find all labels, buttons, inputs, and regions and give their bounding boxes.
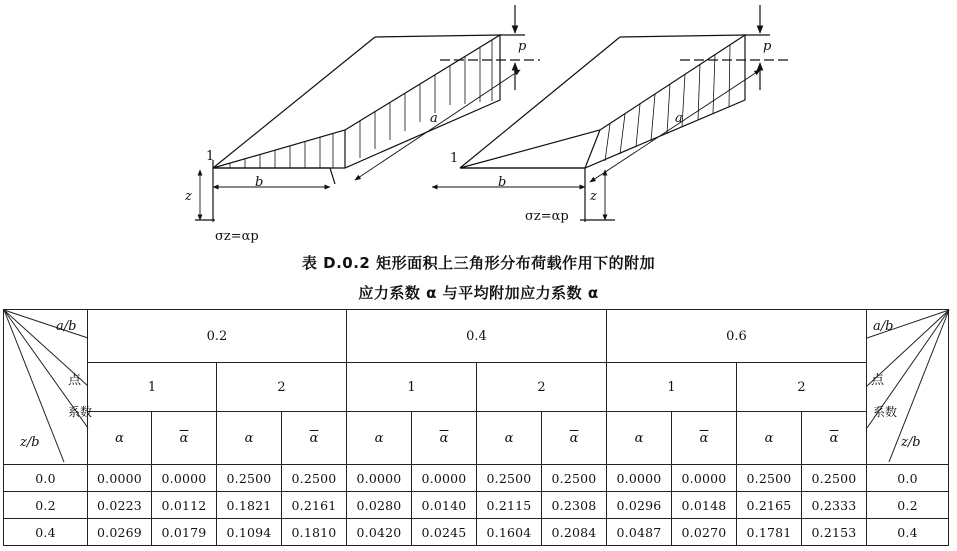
- coef-alpha-bar-header: $\overline{\alpha}$: [282, 412, 347, 465]
- left-p-label: p: [518, 39, 527, 54]
- left-z-label: z: [185, 189, 192, 204]
- point-header-0: 1: [88, 363, 217, 412]
- left-corner-header: [4, 310, 93, 465]
- point-header-5: 2: [737, 363, 867, 412]
- table-body: [4, 465, 949, 546]
- right-p-label: p: [763, 39, 772, 54]
- value-cell: 0.2500: [477, 465, 542, 492]
- zb-cell-left: 0.2: [4, 492, 88, 519]
- value-cell: 0.0420: [347, 519, 412, 546]
- value-cell: 0.0269: [88, 519, 152, 546]
- zb-cell-left: 0.0: [4, 465, 88, 492]
- value-cell: 0.2500: [542, 465, 607, 492]
- right-point-label: 1: [450, 151, 459, 166]
- value-cell: 0.1604: [477, 519, 542, 546]
- left-a-label: a: [430, 111, 438, 126]
- coef-alpha-header: α: [217, 412, 282, 465]
- table-row: [4, 465, 949, 492]
- left-corner-point: 点: [68, 373, 82, 388]
- right-diagram: [432, 5, 790, 222]
- point-header-2: 1: [347, 363, 477, 412]
- value-cell: 0.0487: [607, 519, 672, 546]
- coef-alpha-header: α: [347, 412, 412, 465]
- zb-cell-right: 0.0: [867, 465, 949, 492]
- right-sigma-label: σz=αp: [525, 209, 569, 224]
- value-cell: 0.0245: [412, 519, 477, 546]
- coef-alpha-bar-header: $\overline{\alpha}$: [672, 412, 737, 465]
- value-cell: 0.2115: [477, 492, 542, 519]
- value-cell: 0.1094: [217, 519, 282, 546]
- value-cell: 0.2333: [802, 492, 867, 519]
- value-cell: 0.0000: [88, 465, 152, 492]
- value-cell: 0.2308: [542, 492, 607, 519]
- coef-alpha-bar-header: $\overline{\alpha}$: [542, 412, 607, 465]
- coefficient-table: [3, 309, 949, 546]
- right-z-label: z: [590, 189, 597, 204]
- zb-cell-right: 0.4: [867, 519, 949, 546]
- left-corner-zb: z/b: [20, 435, 40, 450]
- coef-alpha-bar-header: $\overline{\alpha}$: [152, 412, 217, 465]
- left-b-label: b: [255, 175, 264, 190]
- ab-header-1: 0.4: [347, 310, 607, 363]
- value-cell: 0.1821: [217, 492, 282, 519]
- left-corner-ab: a/b: [56, 319, 77, 334]
- left-diagram: [195, 5, 540, 222]
- coef-alpha-header: α: [88, 412, 152, 465]
- point-header-1: 2: [217, 363, 347, 412]
- right-corner-coef: 系数: [873, 405, 898, 419]
- value-cell: 0.0000: [152, 465, 217, 492]
- value-cell: 0.0000: [672, 465, 737, 492]
- point-header-3: 2: [477, 363, 607, 412]
- table-row: [4, 492, 949, 519]
- value-cell: 0.0000: [347, 465, 412, 492]
- value-cell: 0.2500: [282, 465, 347, 492]
- right-corner-point: 点: [871, 373, 885, 388]
- value-cell: 0.2165: [737, 492, 802, 519]
- right-corner-zb: z/b: [901, 435, 921, 450]
- zb-cell-left: 0.4: [4, 519, 88, 546]
- ab-header-0: 0.2: [88, 310, 347, 363]
- value-cell: 0.0270: [672, 519, 737, 546]
- value-cell: 0.0296: [607, 492, 672, 519]
- value-cell: 0.0112: [152, 492, 217, 519]
- value-cell: 0.1781: [737, 519, 802, 546]
- value-cell: 0.2153: [802, 519, 867, 546]
- value-cell: 0.0280: [347, 492, 412, 519]
- zb-cell-right: 0.2: [867, 492, 949, 519]
- coef-alpha-header: α: [477, 412, 542, 465]
- value-cell: 0.0148: [672, 492, 737, 519]
- left-load-hatch: [230, 40, 492, 168]
- left-corner-diagonals: [4, 310, 93, 462]
- table-caption-text: 应力系数 α 与平均附加应力系数 α: [358, 284, 599, 302]
- table-row: [4, 519, 949, 546]
- value-cell: 0.2500: [802, 465, 867, 492]
- left-sigma-label: σz=αp: [215, 229, 259, 244]
- point-header-4: 1: [607, 363, 737, 412]
- value-cell: 0.0000: [607, 465, 672, 492]
- right-load-hatch: [605, 45, 730, 161]
- right-b-label: b: [498, 175, 507, 190]
- load-distribution-figure: [0, 0, 957, 250]
- table-caption-line2: [0, 282, 957, 303]
- value-cell: 0.2084: [542, 519, 607, 546]
- value-cell: 0.2161: [282, 492, 347, 519]
- value-cell: 0.0140: [412, 492, 477, 519]
- table-caption-line1: 表 D.0.2 矩形面积上三角形分布荷载作用下的附加: [301, 254, 656, 272]
- value-cell: 0.0179: [152, 519, 217, 546]
- coef-alpha-bar-header: $\overline{\alpha}$: [802, 412, 867, 465]
- right-corner-diagonals: [867, 310, 949, 462]
- right-a-label: a: [675, 111, 683, 126]
- coef-alpha-bar-header: $\overline{\alpha}$: [412, 412, 477, 465]
- right-corner-ab: a/b: [873, 319, 894, 334]
- left-point-label: 1: [206, 149, 215, 164]
- ab-header-2: 0.6: [607, 310, 867, 363]
- value-cell: 0.0223: [88, 492, 152, 519]
- coef-alpha-header: α: [607, 412, 672, 465]
- value-cell: 0.1810: [282, 519, 347, 546]
- value-cell: 0.0000: [412, 465, 477, 492]
- value-cell: 0.2500: [737, 465, 802, 492]
- right-corner-header: [867, 310, 949, 465]
- value-cell: 0.2500: [217, 465, 282, 492]
- coef-alpha-header: α: [737, 412, 802, 465]
- left-corner-coef: 系数: [68, 405, 93, 419]
